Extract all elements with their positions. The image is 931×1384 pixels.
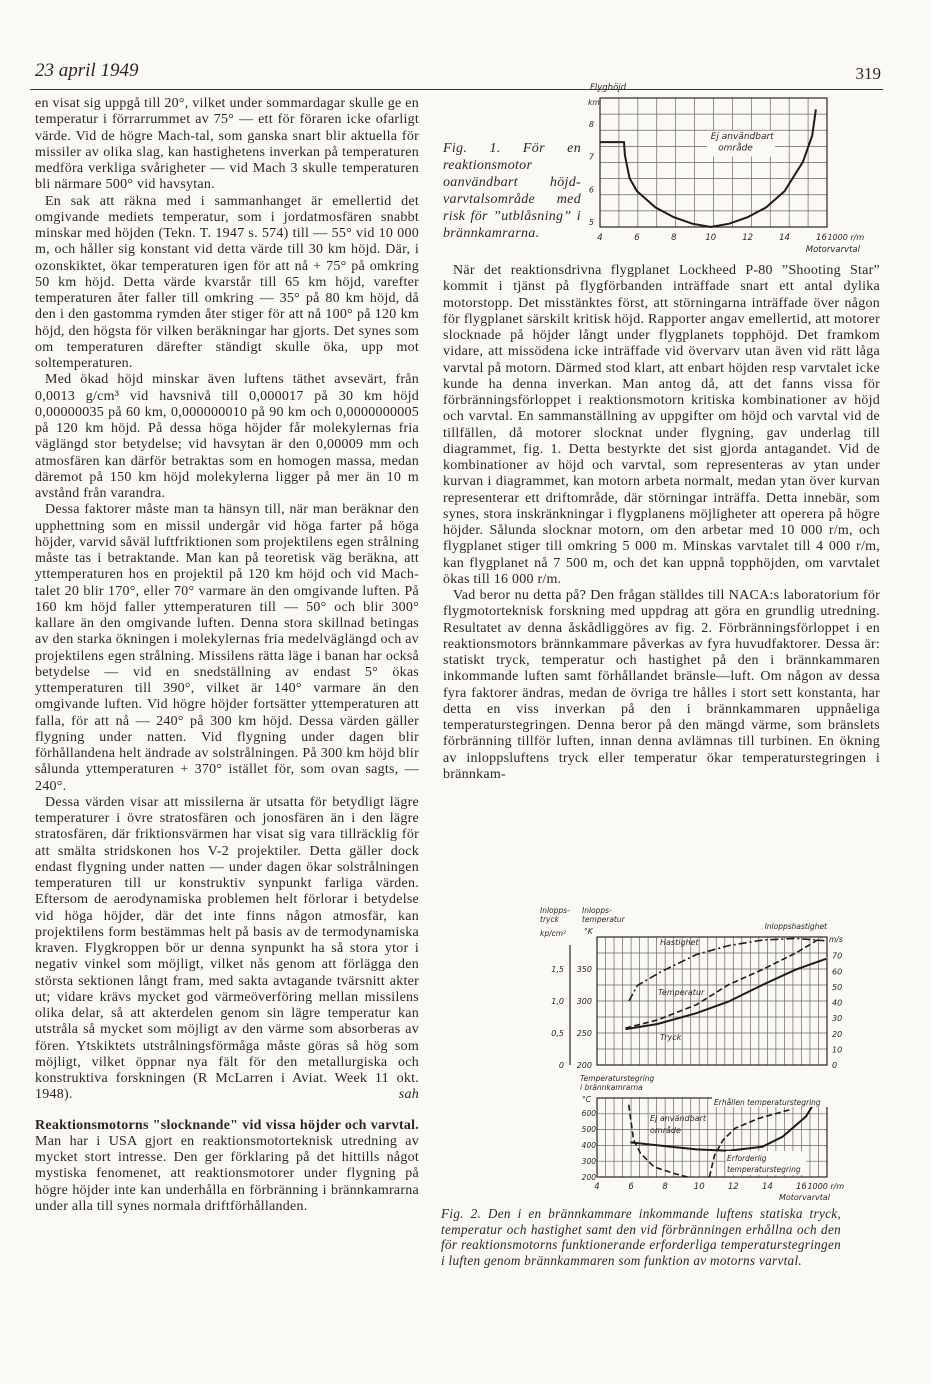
right-column (443, 263, 880, 783)
region-label: Ej användbart (710, 131, 774, 142)
x-tick-label: 16 (816, 233, 827, 243)
pressure-tick-label: 0,5 (551, 1029, 564, 1038)
temperature-tick-label: 250 (576, 1029, 592, 1038)
velocity-tick-label: 20 (832, 1029, 843, 1039)
y-tick-label: 7 (588, 152, 594, 162)
region-label: område (650, 1126, 681, 1135)
figure-2-chart (540, 905, 860, 1205)
x-tick-label: 14 (779, 233, 790, 243)
x-tick-label: 6 (634, 233, 640, 243)
x-tick-label: 12 (727, 1182, 739, 1192)
velocity-tick-label: 30 (832, 1014, 843, 1024)
paragraph (35, 795, 419, 1104)
y-tick-label: 5 (588, 218, 594, 227)
temperature-axis-unit: °K (584, 927, 593, 936)
series-tryck (626, 959, 827, 1029)
author-signature: sah (398, 1087, 419, 1103)
left-column (35, 96, 419, 1215)
issue-date: 23 april 1949 (35, 60, 139, 81)
region-label: område (718, 143, 753, 154)
y-axis-unit: °C (582, 1095, 591, 1104)
y-tick-label: 600 (581, 1109, 596, 1119)
y-axis-unit: km (588, 98, 600, 107)
paragraph: När det reaktionsdrivna flygplanet Lockheed P-80 ”Shooting Star” kommit i tjänst på flygförbanden inträffade snart ett antal dylika motorstopp. Det misstänktes först, att störningarna inträffade över någon för flygplanet särskilt kritisk höjd. Rapporter angav emellertid, att motorer slocknade på höjder långt under flygplanets topphöjd. Det framkom vidare, att missödena icke inträffade vid övervarv utan även vid rätt låga varvtal på motorn. Därmed stod klart, att enbart höjden resp varvtalet icke kunde ha denna inverkan. Man antog då, att det fanns vissa för förbränningsförloppet i reaktionsmotorn kritiska kombinationer av höjd och varvtal. En sammanställning av uppgifter om höjd och varvtal vid de tillfällen, då motorer slocknat under flygning, gav underlag till diagrammet, fig. 1. Detta bestyrkte det sist gjorda antagandet. Vid de kombinationer av höjd och varvtal, som representeras av ytan under kurvan i diagrammet, kan motorn arbeta normalt, medan ytan över kurvan representerar ett driftområde, där störningar inträffa. Detta innebär, som synes, stora inskränkningar i flygplanens möjligheter att operera på högre höjder. Sålunda slocknar motorn, om den arbetar med 10 000 r/m, och flygplanet stiger till omkring 5 000 m. Minskas varvtalet till 4 000 r/m, kan flygplanet nå 7 500 m, och det kan uppnå topphöjden, om varvtalet ökas till 16 000 r/m. (443, 263, 880, 587)
y-tick-label: 500 (581, 1125, 596, 1135)
velocity-axis-unit: m/s (829, 935, 843, 944)
x-tick-label: 6 (628, 1182, 634, 1192)
y-axis-label: Temperaturstegring (580, 1074, 655, 1083)
boundary-curve (600, 109, 816, 227)
pressure-tick-label: 0 (558, 1061, 564, 1070)
velocity-tick-label: 60 (832, 967, 843, 977)
series-label-temperatur: Temperatur (658, 988, 705, 997)
x-tick-label: 10 (705, 233, 717, 243)
y-tick-label: 8 (588, 120, 594, 130)
x-tick-label: 4 (594, 1182, 600, 1192)
y-tick-label: 400 (581, 1141, 596, 1151)
article-2-intro (35, 1118, 419, 1216)
y-tick-label: 200 (581, 1173, 596, 1182)
x-axis-label: Motorvarvtal (805, 245, 860, 255)
pressure-tick-label: 1,0 (551, 997, 564, 1006)
series-label-erhallen: Erhållen temperaturstegring (714, 1098, 821, 1107)
series-temperatur (626, 938, 822, 1028)
temperature-axis-label: temperatur (582, 915, 625, 924)
pressure-axis-unit: kp/cm² (540, 929, 567, 938)
x-tick-label: 8 (662, 1182, 668, 1192)
velocity-axis-label: Inloppshastighet (764, 922, 827, 931)
temperature-tick-label: 300 (576, 997, 592, 1006)
page-number: 319 (855, 64, 881, 83)
paragraph-text: Man har i USA gjort en reaktionsmotorteknisk utredning av mycket stort intresse. Den ger förklaring på det hittills något mystiska fenomenet, att reaktionsmotorer under flygning på högre höjder inte kan underhålla en förbränning i brännkamrarna under alla till synes normala driftförhållanden. (35, 1133, 419, 1214)
x-tick-label: 4 (597, 233, 603, 243)
y-tick-label: 300 (581, 1157, 596, 1167)
figure-1-caption: Fig. 1. För en reaktionsmotor oanvändbart höjd-varvtalsområde med risk för ”utblåsning” i brännkamrarna. (443, 141, 581, 241)
paragraph: En sak att räkna med i sammanhanget är emellertid det omgivande mediets temperatur, som i jordatmosfären snabbt minskar med höjden (Tekn. T. 1947 s. 574) till — 55° vid 10 000 m, och håller sig konstant vid detta värde till 30 km höjd. Där, i ozonskiktet, ökar temperaturen igen för att nå + 75° på omkring 50 km höjd. Detta värde kvarstår till 65 km höjd, varefter temperaturen åter faller till omkring — 35° på 80 km höjd, då den i den gastomma rymden åter stiger för att nå 100° på 120 km höjd, den högsta för vilken beräkningar har gjorts. Det synes som om temperaturen därefter ständigt skulle öka, upp mot soltemperaturen. (35, 193, 419, 371)
x-axis-unit: 1000 r/m (807, 1182, 845, 1191)
y-axis-label: i brännkamrarna (580, 1083, 643, 1092)
temperature-axis-label: Inlopps- (582, 906, 612, 915)
series-label-line: temperaturstegring (727, 1165, 801, 1174)
temperature-tick-label: 200 (576, 1061, 592, 1070)
pressure-axis-label: Inlopps- (540, 906, 570, 915)
x-tick-label: 8 (671, 233, 677, 243)
paragraph: Vad beror nu detta på? Den frågan ställdes till NACA:s laboratorium för flygmotorteknisk forskning med uppdrag att göra en grundlig utredning. Resultatet av denna åskådliggöres av fig. 2. Förbränningsförloppet i en reaktionsmotors brännkammare påverkas av fyra huvudfaktorer. Dessa är: statiskt tryck, temperatur och hastighet på den i brännkammaren inkommande luften samt förhållandet bränsle—luft. Om någon av dessa fyra faktorer ändras, medan de övriga tre hålles i stort sett konstanta, har detta en viss inverkan på den i brännkammaren uppnåeliga temperaturstegringen. Denna beror på den mängd värme, som bränslets förbränning tillför luften, innan denna avlämnas till turbinen. En ökning av inloppsluftens tryck eller temperatur ökar temperaturstegringen i brännkam- (443, 588, 880, 782)
velocity-tick-label: 10 (832, 1045, 843, 1055)
article-2-heading: Reaktionsmotorns "slocknande" vid vissa höjder och varvtal. (35, 1117, 419, 1133)
paragraph: Dessa faktorer måste man ta hänsyn till, när man beräknar den upphettning som en missil undergår vid höga farter på höga höjder, varvid såväl luftfriktionen som projektilens egen strålning måste tas i betraktande. Man kan på teoretisk väg beräkna, att yttemperaturen hos en projektil på 120 km höjd och vid Mach-talet 20 blir 170°, eller 70° varmare än den omgivande luften. På 160 km höjd faller yttemperaturen till — 50° och blir 300° kallare än den omgivande luften. Denna stora skillnad betingas av den starka ökningen i molekylernas fria medelväglängd och av projektilens egen strålning. Missilens rätta läge i banan har också betydelse — vid en snedställning av endast 5° ökas yttemperaturen till 390°, vilket är 140° varmare än den omgivande luften. Vid högre höjder fortsätter yttemperaturen att falla, för att nå — 240° på 300 km höjd. Dessa värden gäller flygning under natten. Vid flygning under dagen blir förhållandena helt ändrade av solstrålningen. På 300 km höjd blir sålunda yttemperaturen + 370° istället för, som ovan sagts, — 240°. (35, 502, 419, 794)
series-label-hastighet: Hastighet (660, 938, 699, 947)
paragraph-text: Dessa värden visar att missilerna är utsatta för betydligt lägre temperaturer i övre stratosfären och jonosfären än i den lägre stratosfären, där friktionsvärmen har visat sig vara tillräcklig för att smälta stridskonen hos V-2 projektiler. Detta gäller dock endast flygning under natten — under dagen ökar solstrålningen temperaturen till ur konstruktiv synpunkt farliga värden. Eftersom de aerodynamiska problemen helt förlorar i betydelse vid höga höjder, där det inte finns någon atmosfär, kan projektilens form bestämmas helt på basis av de termodynamiska kraven. Flygkroppen bör ur denna synpunkt ha så stora ytor i negativ vinkel som möjligt, vilket nås genom att förlägga den största sektionen långt fram, med sakta avtagande tvärsnitt akter ut; vidare krävs mycket god värmeöverföring mellan missilens olika delar, så att akterdelen genom sin lägre temperatur kan utstråla så mycket som möjligt av den värme som absorberas av fören. Ytskiktets utstrålningsförmåga måste göras så hög som möjligt, vilket öppnar nya fält för den metallurgiska och konstruktiva forskningen (R McLarren i Aviat. Week 11 okt. 1948). (35, 794, 419, 1103)
paragraph: Med ökad höjd minskar även luftens täthet avsevärt, från 0,0013 g/cm³ vid havsnivå till 0,000017 på 30 km höjd 0,00000035 på 60 km, 0,000000010 på 90 km och 0,0000000005 på 120 km höjd. På dessa höga höjder får molekylernas fria väglängd stor betydelse; vid havsytan är den 0,00009 mm och atmosfären kan därför betraktas som en homogen massa, medan däremot på 150 km höjd molekylerna ligger på mer än 10 m avstånd från varandra. (35, 372, 419, 501)
temperature-tick-label: 350 (576, 965, 592, 974)
velocity-tick-label: 0 (832, 1061, 838, 1070)
figure-1-chart (560, 80, 890, 270)
y-axis-label: Flyghöjd (590, 83, 627, 93)
pressure-tick-label: 1,5 (551, 965, 564, 974)
pressure-axis-label: tryck (540, 915, 559, 924)
series-label-erforderlig: Erforderlig temperaturstegring (727, 1154, 801, 1174)
paragraph: en visat sig uppgå till 20°, vilket under sommardagar skulle ge en temperatur i förrarrummet av 75° — ett för föraren icke ofarligt värde. Vid de högre Mach-tal, som ganska snart blir aktuella för missiler av olika slag, kan hastighetens inverkan på temperaturen medföra verkliga svårigheter — vid Mach 3 skulle temperaturen bli närmare 500° vid havsytan. (35, 96, 419, 193)
series-label-tryck: Tryck (660, 1033, 682, 1042)
velocity-tick-label: 50 (832, 982, 843, 992)
x-tick-label: 14 (761, 1182, 773, 1192)
x-axis-unit: 1000 r/m (827, 233, 865, 242)
x-axis-label: Motorvarvtal (778, 1193, 830, 1202)
velocity-tick-label: 40 (832, 998, 843, 1008)
region-label: Ej användbart (650, 1114, 706, 1123)
figure-2-caption: Fig. 2. Den i en brännkammare inkommande luftens statiska tryck, temperatur och hastighet samt den vid förbränningen erhållna och den för reaktionsmotorns funktionerande erforderliga temperaturstegringen i luften genom brännkammaren som funktion av motorns varvtal. (441, 1206, 841, 1268)
x-tick-label: 16 (796, 1182, 807, 1192)
x-tick-label: 10 (693, 1182, 705, 1192)
y-tick-label: 6 (588, 185, 594, 195)
velocity-tick-label: 70 (832, 951, 843, 961)
x-tick-label: 12 (742, 233, 754, 243)
